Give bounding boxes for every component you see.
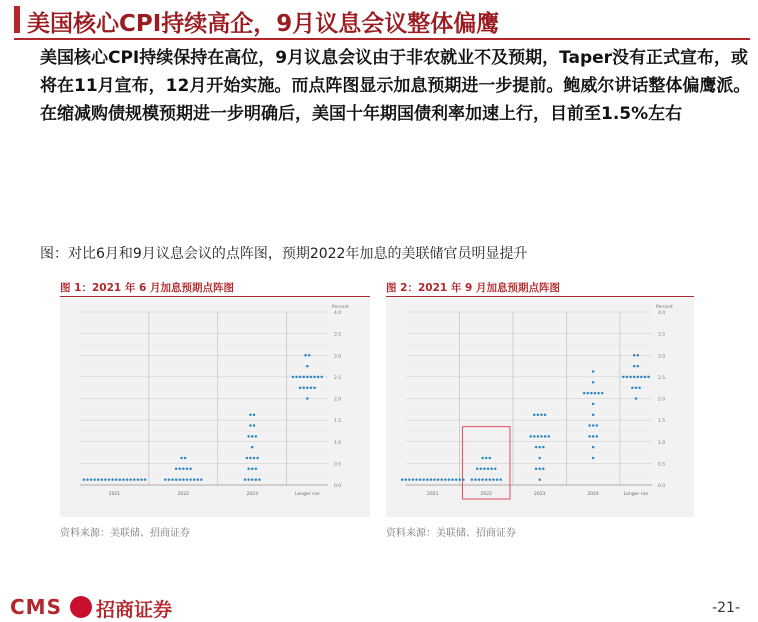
dot <box>256 457 259 460</box>
dot <box>478 478 481 481</box>
panel-2-title: 图 2：2021 年 9 月加息预期点阵图 <box>386 282 560 294</box>
dot <box>122 478 125 481</box>
dot <box>246 457 249 460</box>
dot <box>597 392 600 395</box>
x-category-label: 2023 <box>533 492 546 497</box>
dot <box>180 457 183 460</box>
dot <box>255 468 257 471</box>
dot <box>196 478 199 481</box>
dot <box>644 376 647 379</box>
dot <box>640 376 643 379</box>
logo-company-name: 招商证券 <box>96 599 173 621</box>
dot <box>140 478 143 481</box>
dot <box>440 478 443 481</box>
dot <box>86 478 89 481</box>
dot <box>175 468 178 471</box>
dot <box>471 478 474 481</box>
y-tick-label: 2.5 <box>334 375 342 381</box>
panel-1-rule <box>60 296 370 297</box>
dot <box>404 478 407 481</box>
dot <box>251 478 254 481</box>
dot <box>588 424 591 427</box>
dot <box>592 381 595 384</box>
y-tick-label: 1.0 <box>334 440 342 446</box>
dot <box>474 478 477 481</box>
dot <box>253 413 256 416</box>
dot <box>111 478 114 481</box>
dot <box>538 478 541 481</box>
dot <box>408 478 411 481</box>
dot <box>637 354 640 357</box>
y-tick-label: 0.0 <box>334 484 342 489</box>
slide-title: 美国核心CPI持续高企，9月议息会议整体偏鹰 <box>27 11 500 37</box>
x-category-label: 2022 <box>177 492 190 497</box>
dot <box>535 446 538 449</box>
dot <box>638 386 641 389</box>
x-category-label: 2021 <box>108 492 121 497</box>
dot <box>458 478 461 481</box>
dot <box>189 468 192 471</box>
dot <box>244 478 247 481</box>
slide-title-bar <box>14 4 750 36</box>
y-tick-label: 4.0 <box>658 311 666 316</box>
dot <box>592 424 595 427</box>
dot <box>137 478 140 481</box>
dot <box>592 403 595 406</box>
dot <box>437 478 440 481</box>
dot <box>247 468 250 471</box>
dot <box>104 478 107 481</box>
dot <box>587 392 590 395</box>
dot <box>308 354 311 357</box>
title-underline <box>14 38 750 40</box>
figure-caption: 图：对比6月和9月议息会议的点阵图，预期2022年加息的美联储官员明显提升 <box>40 246 528 262</box>
dot <box>83 478 86 481</box>
y-tick-label: 3.0 <box>658 354 666 360</box>
dot <box>251 435 254 438</box>
dot <box>133 478 136 481</box>
y-tick-label: 2.0 <box>658 397 666 403</box>
dot <box>422 478 425 481</box>
dot <box>97 478 100 481</box>
dot <box>448 478 451 481</box>
dot <box>633 365 636 368</box>
dot <box>193 478 196 481</box>
dot <box>588 435 591 438</box>
dot <box>249 457 252 460</box>
dot <box>182 468 185 471</box>
dot <box>533 413 536 416</box>
dot <box>629 376 632 379</box>
dot <box>101 478 104 481</box>
dot <box>200 478 203 481</box>
dot <box>544 413 547 416</box>
dot <box>490 468 493 471</box>
logo-badge-icon <box>70 596 92 618</box>
x-category-label: 2021 <box>427 492 439 497</box>
dot <box>596 424 599 427</box>
dot <box>594 392 597 395</box>
dot <box>401 478 404 481</box>
dot <box>626 376 629 379</box>
dot <box>592 457 595 460</box>
dot <box>189 478 192 481</box>
dot <box>126 478 128 481</box>
dot <box>583 392 586 395</box>
dot <box>310 376 313 379</box>
dot <box>542 468 545 471</box>
panel-1-title: 图 1：2021 年 6 月加息预期点阵图 <box>60 282 234 294</box>
y-tick-label: 0.0 <box>658 484 666 489</box>
dot <box>592 413 595 416</box>
page-number: -21- <box>712 600 740 616</box>
dot <box>430 478 433 481</box>
dot <box>492 478 495 481</box>
y-tick-label: 1.5 <box>334 419 342 425</box>
dot <box>415 478 418 481</box>
logo-cms-text: CMS <box>10 595 62 619</box>
dot <box>592 435 595 438</box>
dot <box>637 376 640 379</box>
dot <box>592 370 595 373</box>
dot <box>476 468 479 471</box>
dot <box>590 392 593 395</box>
dot <box>496 478 499 481</box>
dot <box>596 435 599 438</box>
dot <box>317 376 320 379</box>
x-category-label: Longer run <box>623 492 649 497</box>
dot <box>538 446 541 449</box>
dot-plot-september <box>386 298 694 517</box>
dot <box>175 478 178 481</box>
dot <box>168 478 171 481</box>
dot <box>538 468 541 471</box>
dot <box>540 435 543 438</box>
dot <box>115 478 118 481</box>
dot <box>251 468 254 471</box>
dot <box>258 478 261 481</box>
dot <box>119 478 122 481</box>
dot <box>499 478 502 481</box>
dot <box>320 376 323 379</box>
panel-1-source: 资料来源：美联储、招商证券 <box>60 528 190 539</box>
dot <box>601 392 604 395</box>
dot <box>631 386 634 389</box>
dot <box>178 468 181 471</box>
dot <box>313 376 316 379</box>
dot <box>533 435 536 438</box>
dot <box>633 376 636 379</box>
dot <box>485 457 488 460</box>
y-tick-label: 3.0 <box>334 354 342 360</box>
dot <box>537 413 540 416</box>
dot <box>249 413 252 416</box>
dot <box>164 478 167 481</box>
dot <box>412 478 415 481</box>
dot <box>538 457 541 460</box>
y-tick-label: 3.5 <box>658 332 666 338</box>
dot <box>182 478 185 481</box>
dot <box>306 386 309 389</box>
y-tick-label: 0.5 <box>334 462 342 468</box>
dot <box>426 478 429 481</box>
dot <box>306 376 309 379</box>
panel-1-chart-area <box>60 298 370 517</box>
dot <box>485 478 488 481</box>
y-tick-label: 4.0 <box>334 311 342 316</box>
dot <box>306 365 309 368</box>
dot <box>481 478 484 481</box>
dot <box>542 446 545 449</box>
dot <box>299 376 302 379</box>
y-tick-label: 1.0 <box>658 440 666 446</box>
dot <box>489 457 492 460</box>
y-tick-label: 2.0 <box>334 397 342 403</box>
dot <box>310 386 313 389</box>
x-category-label: 2023 <box>246 492 258 497</box>
highlight-box-2022 <box>462 427 509 499</box>
dot <box>529 435 532 438</box>
dot <box>635 386 638 389</box>
dot <box>537 435 540 438</box>
dot <box>90 478 93 481</box>
dot <box>481 457 484 460</box>
dot <box>93 478 96 481</box>
title-accent-bar <box>14 6 20 33</box>
dot <box>144 478 147 481</box>
dot <box>247 478 250 481</box>
dot <box>540 413 543 416</box>
dot <box>480 468 483 471</box>
dot <box>292 376 295 379</box>
dot <box>178 478 181 481</box>
dot <box>444 478 447 481</box>
dot <box>547 435 550 438</box>
dot <box>494 468 497 471</box>
dot <box>184 457 187 460</box>
panel-2-rule <box>386 296 694 297</box>
dot <box>419 478 422 481</box>
dot <box>635 397 638 400</box>
dot <box>455 478 458 481</box>
y-tick-label: 0.5 <box>658 462 666 468</box>
dot <box>249 424 252 427</box>
slide-paragraph: 美国核心CPI持续保持在高位，9月议息会议由于非农就业不及预期，Taper没有正式宣布，或将在11月宣布，12月开始实施。而点阵图显示加息预期进一步提前。鲍威尔讲话整体偏鹰派。在缩减购债规模预期进一步明确后，美国十年期国债利率加速上行，目前至1.5%左右 <box>40 48 751 124</box>
dot <box>535 468 538 471</box>
x-category-label: 2022 <box>480 492 492 497</box>
dot <box>633 354 636 357</box>
y-tick-label: 2.5 <box>658 375 666 381</box>
dot <box>186 468 189 471</box>
dot <box>433 478 436 481</box>
dot <box>253 424 256 427</box>
dot <box>306 397 309 400</box>
dot <box>592 446 595 449</box>
dot <box>489 478 492 481</box>
dot <box>251 446 254 449</box>
x-category-label: Longer run <box>295 492 320 497</box>
dot-plot-june <box>60 298 370 517</box>
y-axis-label: Percent <box>656 305 673 310</box>
x-category-label: 2024 <box>587 492 599 497</box>
panel-2-source: 资料来源：美联储、招商证券 <box>386 528 516 539</box>
dot <box>247 435 250 438</box>
dot <box>299 386 302 389</box>
dot <box>647 376 650 379</box>
dot <box>483 468 486 471</box>
dot <box>622 376 625 379</box>
dot <box>451 478 454 481</box>
dot <box>171 478 174 481</box>
dot <box>255 478 257 481</box>
dot <box>304 354 307 357</box>
dot <box>108 478 111 481</box>
dot <box>487 468 490 471</box>
y-tick-label: 3.5 <box>334 332 342 338</box>
dot <box>462 478 465 481</box>
y-axis-label: Percent <box>332 305 349 310</box>
y-tick-label: 1.5 <box>658 419 666 425</box>
dot <box>186 478 189 481</box>
company-logo <box>10 595 200 621</box>
dot <box>544 435 547 438</box>
dot <box>302 386 305 389</box>
dot <box>313 386 316 389</box>
dot <box>255 435 257 438</box>
dot <box>295 376 298 379</box>
panel-2-chart-area <box>386 298 694 517</box>
dot <box>302 376 305 379</box>
dot <box>253 457 256 460</box>
dot <box>637 365 640 368</box>
dot <box>129 478 132 481</box>
